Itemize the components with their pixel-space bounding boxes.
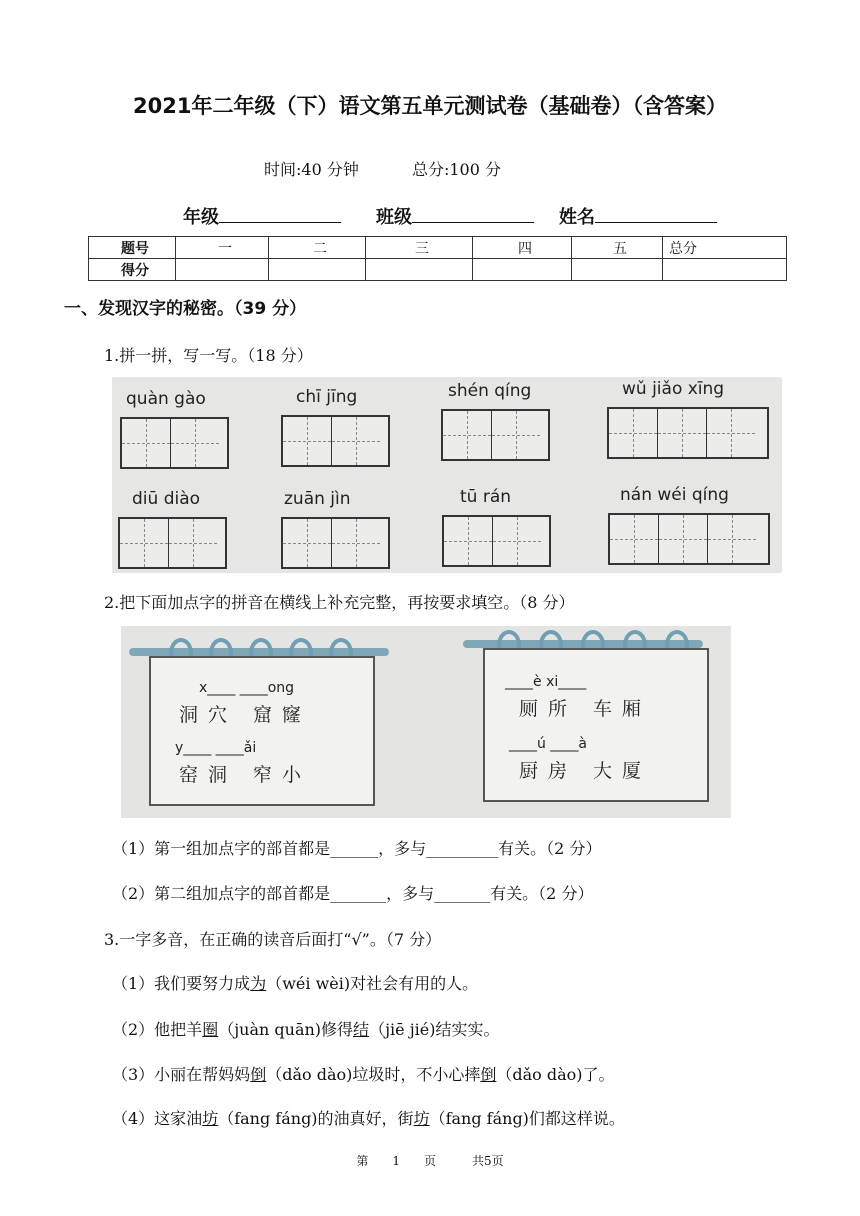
page-footer: 第 1 页 共5页	[356, 1154, 504, 1168]
writing-grid[interactable]	[120, 417, 229, 469]
pinyin-writing-photo	[112, 377, 782, 573]
pinyin-label: tū rán	[460, 487, 512, 507]
pinyin-label: nán wéi qíng	[620, 485, 729, 505]
curtain-photo	[121, 626, 731, 818]
writing-grid[interactable]	[118, 517, 227, 569]
table-row: 得分	[89, 259, 787, 281]
exam-meta	[264, 157, 549, 180]
score-table	[88, 236, 787, 281]
writing-grid[interactable]	[608, 513, 770, 565]
question-2-2: （2）第二组加点字的部首都是_______，多与_______有关。（2 分）	[112, 884, 594, 903]
pinyin-label: quàn gào	[126, 389, 206, 409]
total-score: 总分:100 分	[411, 160, 501, 179]
right-curtain: ____è xi____ 厕所 车厢 ____ú ____à 厨房 大厦	[483, 648, 709, 802]
question-3-3: （3）小丽在帮妈妈倒（dǎo dào)垃圾时，不小心摔倒（dǎo dào)了。	[112, 1065, 615, 1084]
writing-grid[interactable]	[442, 515, 551, 567]
pinyin-label: shén qíng	[448, 381, 532, 401]
pinyin-label: diū diào	[132, 489, 201, 509]
page-title: 2021年二年级（下）语文第五单元测试卷（基础卷）（含答案）	[133, 94, 727, 118]
question-3-4: （4）这家油坊（fang fáng)的油真好，街坊（fang fáng)们都这样说。	[112, 1109, 625, 1128]
question-1: 1.拼一拼，写一写。（18 分）	[104, 346, 313, 365]
writing-grid[interactable]	[281, 415, 390, 467]
question-3-2: （2）他把羊圈（juàn quān)修得结（jiē jié)结实实。	[112, 1020, 500, 1039]
name-label: 姓名	[559, 207, 595, 228]
writing-grid[interactable]	[441, 409, 550, 461]
class-field[interactable]	[376, 203, 534, 229]
question-2: 2.把下面加点字的拼音在横线上补充完整，再按要求填空。（8 分）	[104, 593, 575, 612]
pinyin-label: zuān jìn	[284, 489, 351, 509]
time-limit: 时间:40 分钟	[264, 160, 359, 179]
pinyin-label: wǔ jiǎo xīng	[622, 379, 725, 399]
writing-grid[interactable]	[607, 407, 769, 459]
class-label: 班级	[376, 207, 412, 228]
pinyin-label: chī jīng	[296, 387, 358, 407]
grade-label: 年级	[183, 207, 219, 228]
question-2-1: （1）第一组加点字的部首都是______，多与_________有关。（2 分）	[112, 839, 602, 858]
left-curtain: x____ ____ong 洞穴 窟窿 y____ ____ǎi 窑洞 窄小	[149, 656, 375, 806]
name-field[interactable]	[559, 203, 717, 229]
grade-field[interactable]	[183, 203, 341, 229]
question-3: 3.一字多音，在正确的读音后面打“√”。（7 分）	[104, 930, 442, 949]
table-row: 题号 一 二 三 四 五 总分	[89, 237, 787, 259]
writing-grid[interactable]	[281, 517, 390, 569]
section-heading: 一、发现汉字的秘密。（39 分）	[64, 299, 307, 319]
question-3-1: （1）我们要努力成为（wéi wèi)对社会有用的人。	[112, 974, 479, 993]
